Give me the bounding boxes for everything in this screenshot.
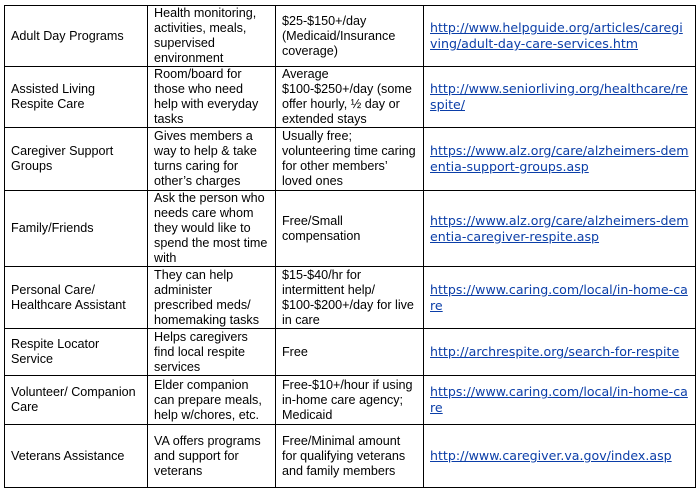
table-row <box>5 376 696 425</box>
service-link-cell <box>424 6 696 67</box>
service-name: Veterans Assistance <box>5 425 148 488</box>
service-cost: Free/Small compensation <box>275 191 423 267</box>
service-description: Elder companion can prepare meals, help w/chores, etc. <box>148 376 276 425</box>
service-name: Respite Locator Service <box>5 329 148 376</box>
service-description: Room/board for those who need help with everyday tasks <box>148 67 276 128</box>
respite-care-table <box>4 5 696 488</box>
service-cost: $15-$40/hr for intermittent help/ $100-$200+/day for live in care <box>275 267 423 329</box>
service-link[interactable]: https://www.caring.com/local/in-home-care <box>430 384 688 415</box>
service-description: Health monitoring, activities, meals, supervised environment <box>148 6 276 67</box>
service-name: Family/Friends <box>5 191 148 267</box>
service-name: Caregiver Support Groups <box>5 128 148 191</box>
service-cost: Free-$10+/hour if using in-home care agency; Medicaid <box>275 376 423 425</box>
table-row <box>5 329 696 376</box>
service-link-cell <box>424 425 696 488</box>
service-link[interactable]: http://www.caregiver.va.gov/index.asp <box>430 448 672 463</box>
service-description: They can help administer prescribed meds/ homemaking tasks <box>148 267 276 329</box>
service-cost: Free <box>275 329 423 376</box>
service-cost: Average $100-$250+/day (some offer hourly, ½ day or extended stays <box>275 67 423 128</box>
service-link-cell <box>424 376 696 425</box>
service-link[interactable]: http://www.helpguide.org/articles/caregiving/adult-day-care-services.htm <box>430 20 683 51</box>
service-cost: Usually free; volunteering time caring for other members’ loved ones <box>275 128 423 191</box>
service-description: VA offers programs and support for veterans <box>148 425 276 488</box>
service-link[interactable]: http://archrespite.org/search-for-respite <box>430 344 680 359</box>
service-link[interactable]: http://www.seniorliving.org/healthcare/respite/ <box>430 81 688 112</box>
service-name: Personal Care/ Healthcare Assistant <box>5 267 148 329</box>
service-link[interactable]: https://www.alz.org/care/alzheimers-dementia-caregiver-respite.asp <box>430 212 689 244</box>
table-row <box>5 191 696 267</box>
service-link-cell <box>424 267 696 329</box>
table-row <box>5 6 696 67</box>
service-link-cell <box>424 67 696 128</box>
table-row <box>5 128 696 191</box>
service-link-cell <box>424 329 696 376</box>
service-name: Adult Day Programs <box>5 6 148 67</box>
service-description: Ask the person who needs care whom they would like to spend the most time with <box>148 191 276 267</box>
service-link[interactable]: https://www.caring.com/local/in-home-care <box>430 281 688 313</box>
service-description: Helps caregivers find local respite services <box>148 329 276 376</box>
table-row <box>5 267 696 329</box>
service-link-cell <box>424 191 696 267</box>
service-description: Gives members a way to help & take turns caring for other’s charges <box>148 128 276 191</box>
service-link-cell <box>424 128 696 191</box>
service-link[interactable]: https://www.alz.org/care/alzheimers-dementia-support-groups.asp <box>430 143 689 174</box>
service-cost: Free/Minimal amount for qualifying veterans and family members <box>275 425 423 488</box>
service-cost: $25-$150+/day (Medicaid/Insurance coverage) <box>275 6 423 67</box>
service-name: Volunteer/ Companion Care <box>5 376 148 425</box>
service-name: Assisted Living Respite Care <box>5 67 148 128</box>
table-row <box>5 425 696 488</box>
table-row <box>5 67 696 128</box>
